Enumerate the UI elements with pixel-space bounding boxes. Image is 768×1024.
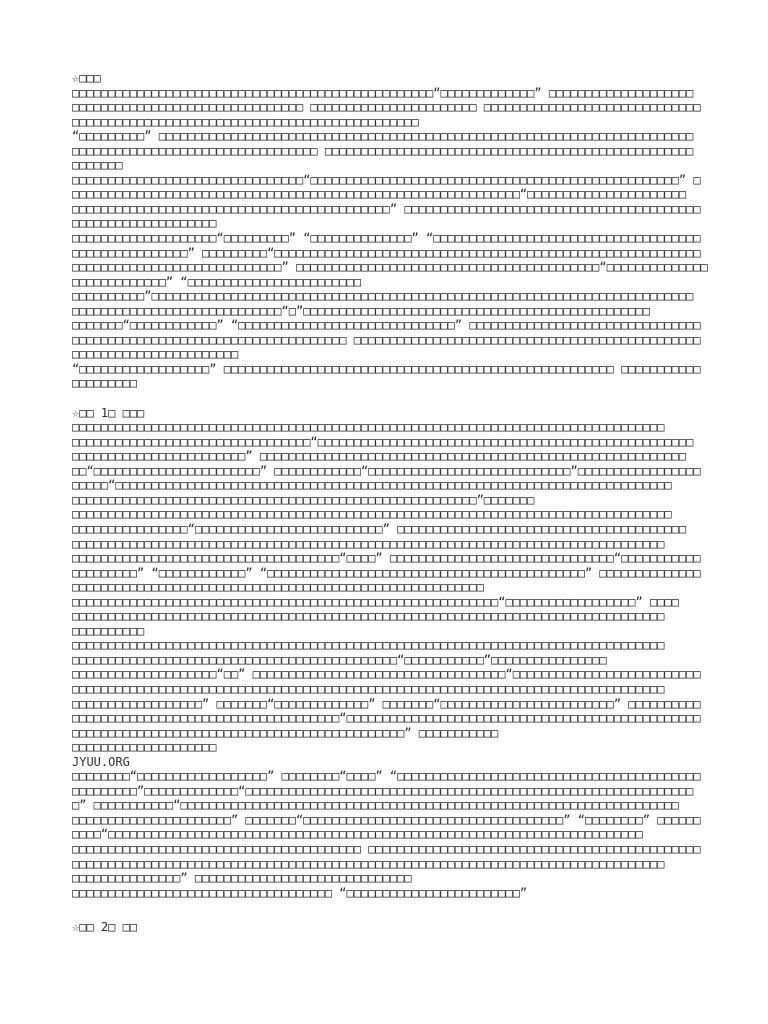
text-line: □□□□□□□“□□□□□□□□□□□□” “□□□□□□□□□□□□□□□□□□□□□□□□□□□□□□” □□□□□□□□□□□□□□□□□□□□□□□□□□□□□□□□ [72, 318, 701, 333]
section-heading: ☆□□ 1□ □□□ [72, 405, 145, 420]
text-line: □□□□□□□□□□□□□□□□□□□□□□□□□□□□□□□□□□□□□□□□□□□□□□□□ [72, 114, 419, 129]
text-line: □□□□□□□□□□□□□□□□□□□□□□□□□□□□□□□□□□□□□“□□□□□□□□□□□□□□□□□□□□□□□□□□□□□□□□□□□□□□□□□□□□□□□□□ [72, 711, 701, 726]
text-line: □” □□□□□□□□□□□“□□□□□□□□□□□□□□□□□□□□□□□□□□□□□□□□□□□□□□□□□□□□□□□□□□□□□□□□□□□□□□□□□□□□□ [72, 798, 679, 813]
text-line: □□□□□□□□□□□□□□□□□□□□□□□□□□□□□□□□□□□□□□□□□□□□□□□□□□□□□□□□□□□□□□□□□□□□□□□□□□□□□□□□□□ [72, 536, 665, 551]
text-line: □□□□□□□□□□”□□□□□□□□□□□□□□□□□□□□□□□□□□□□□□□□□□□□□□□□□□□□□□□□□□□□□□□□□□□□□□□□□□□□□□□□□□□ [72, 289, 694, 304]
section-intro [72, 71, 762, 391]
text-line: □□□□□□□□□□□□□□□□□□□□□□□□□□□□□□□□□□□□□□□□□□□□□□□□□□□□□□□□□□□□□□□□□□□□□□□□□□□□□□□□□□ [72, 856, 665, 871]
text-line: □□□□□□□□□□□□□□□□” □□□□□□□□□“□□□□□□□□□□□□□□□□□□□□□□□□□□□□□□□□□□□□□□□□□□□□□□□□□□□□□□□□□□□ [72, 245, 701, 260]
text-line: □□□□□□□□□□ [72, 623, 145, 638]
text-line: □□□□□□□□□□□□□□□□□□□□□□□□□□□□□□□□□□□□□□□□□□□□□□□□□□□□□□□□□□□□□□“□□□□□□□□□□□□□□□□□□□□□□ [72, 187, 687, 202]
text-line: □□□□□□□□□□□□□□□□□□□□□□□□□□□□□“□”□□□□□□□□□□□□□□□□□□□□□□□□□□□□□□□□□□□□□□□□□□□□□□□□ [72, 303, 650, 318]
text-line: □□□□□□□□□□□□□□□□□□□□□□□□□□□□□□□□□□□□□□□□□□□□□□□□□□□□□□□□□□□“□□□□□□□□□□□□□□□□□□” □□□□ [72, 594, 679, 609]
section-heading: ☆□□ 2□ □□ [72, 920, 138, 935]
text-line: □□□□□□□□□□□□□□□□□□□□□□□□□□□□□□□□□□□□□□□□□□□□□□” □□□□□□□□□□□ [72, 725, 499, 740]
document-page [72, 71, 762, 935]
text-line: □□□□□□□□□□□□□□□□□□□□□□□□□□□□□□□□□□□□□□□□ □□□□□□□□□□□□□□□□□□□□□□□□□□□□□□□□□□□□□□□□□□□□□□ [72, 841, 701, 856]
text-line: □□□□□□□□□□□□□□□□□□□□□□□□□□□□□□□□□□□□□□□□□□□□□“□□□□□□□□□□□”□□□□□□□□□□□□□□□□ [72, 652, 607, 667]
text-line: □□□□□□□□□ [72, 376, 138, 391]
text-line: □□□□□“□□□□□□□□□□□□□□□□□□□□□□□□□□□□□□□□□□□□□□□□□□□□□□□□□□□□□□□□□□□□□□□□□□□□□□□□□□□□□ [72, 478, 672, 493]
text-line: □□□□□□□□□□□□□□□□□□□□□□□□□□□□□□□□□□□□□□□□□□□□□□□□□□□□□□□□□□□□□□□□□□□□□□□□□□□□□□□□□□ [72, 420, 665, 435]
text-line: □□□□□□□□□□□□□□□□□□□□□□□□□□□□□□□□□□□□□“□□□□” □□□□□□□□□□□□□□□□□□□□□□□□□□□□□□□“□□□□□□□□□□□ [72, 551, 701, 566]
text-line: □□□□□□□□□□□□□□□□□□□□□□□□” □□□□□□□□□□□□□□□□□□□□□□□□□□□□□□□□□□□□□□□□□□□□□□□□□□□□□□□□□□□ [72, 449, 687, 464]
section-heading: ☆□□□ [72, 71, 101, 85]
text-line: □□□□□□□□□□□□□□□□“□□□□□□□□□□□□□□□□□□□□□□□□□□” □□□□□□□□□□□□□□□□□□□□□□□□□□□□□□□□□□□□□□□□ [72, 521, 687, 536]
text-line: □□□□□□□□□□□□□□□□□□□□□□□□□□□□□□□□□□□□□□□□□□□□□□□□□□□□□□□□”□□□□□□□ [72, 492, 535, 507]
text-line: □□□□□□□□“□□□□□□□□□□□□□□□□□□” □□□□□□□□“□□□□” “□□□□□□□□□□□□□□□□□□□□□□□□□□□□□□□□□□□□□□□□□□ [72, 769, 701, 784]
text-line: □□□□□□□□□□□□□□□□□□□□□□□□□□□□□□□□□□□□□□□□□□□□□□□□□□“□□□□□□□□□□□□□” □□□□□□□□□□□□□□□□□□□□ [72, 85, 694, 100]
text-line: □□□□□□□□□□□□□” “□□□□□□□□□□□□□□□□□□□□□□□□ [72, 274, 361, 289]
text-line: □□□□□□□□□□□□□□□□□□□□□□□ [72, 347, 239, 362]
text-line: □□□□□□□□□□□□□□□□□□□□□□□□□□□□□□□□“□□□□□□□□□□□□□□□□□□□□□□□□□□□□□□□□□□□□□□□□□□□□□□□□□□□” □ [72, 172, 701, 187]
text-line: □□□□“□□□□□□□□□□□□□□□□□□□□□□□□□□□□□□□□□□□□□□□□□□□□□□□□□□□□□□□□□□□□□□□□□□□□□□□□□□ [72, 827, 643, 842]
section-chapter-2 [72, 920, 762, 935]
text-line: □□□□□□□□□□□□□□□□□□□□□□□□□□□□□□□□□□□□□□□□□□□□” □□□□□□□□□□□□□□□□□□□□□□□□□□□□□□□□□□□□□□□□□ [72, 201, 701, 216]
text-line: □□□□□□□□□□□□□□□□□□□□□□□□□□□□□□□□□□□□□□□□□□□□□□□□□□□□□□□□□□□□□□□□□□□□□□□□□□□□□□□□□□□ [72, 507, 672, 522]
text-line: □□□□□□□□□□□□□□□□□□□□□□□□□□□□□□□□□□□□□□□□□□□□□□□□□□□□□□□□□□□□□□□□□□□□□□□□□□□□□□□□□□ [72, 609, 665, 624]
text-line: □□“□□□□□□□□□□□□□□□□□□□□□□□” □□□□□□□□□□□□“□□□□□□□□□□□□□□□□□□□□□□□□□□□□”□□□□□□□□□□□□□□□□□ [72, 463, 701, 478]
text-line: □□□□□□□□□□□□□□□□□□□□ [72, 740, 217, 755]
text-line: □□□□□□□□□□□□□□□□□□□□□□□□□□□□□□□□□□□□□□□□□□□□□□□□□□□□□□□□□ [72, 580, 484, 595]
text-line: □□□□□□□□□□□□□□□□□□□□□□□□□□□□□□□□□□ □□□□□□□□□□□□□□□□□□□□□□□□□□□□□□□□□□□□□□□□□□□□□□□□□□□ [72, 143, 694, 158]
text-line: “□□□□□□□□□” □□□□□□□□□□□□□□□□□□□□□□□□□□□□□□□□□□□□□□□□□□□□□□□□□□□□□□□□□□□□□□□□□□□□□□□□□□ [72, 129, 694, 144]
text-line: □□□□□□□□□□□□□□□□□□□□□□□□□□□□□□□□ □□□□□□□□□□□□□□□□□□□□□□□ □□□□□□□□□□□□□□□□□□□□□□□□□□□□□□ [72, 100, 701, 115]
text-line: “□□□□□□□□□□□□□□□□□□” □□□□□□□□□□□□□□□□□□□□□□□□□□□□□□□□□□□□□□□□□□□□□□□□□□□□□□ □□□□□□□□□□□ [72, 361, 701, 376]
text-line: □□□□□□□□□□□□□□□□□□□□□□□□□□□□□□□□□“□□□□□□□□□□□□□□□□□□□□□□□□□□□□□□□□□□□□□□□□□□□□□□□□□□□□ [72, 434, 694, 449]
text-line: □□□□□□□□□□□□□□□□□□□□□□□□□□□□□□□□□□□□□□ □□□□□□□□□□□□□□□□□□□□□□□□□□□□□□□□□□□□□□□□□□□□□□□□ [72, 332, 701, 347]
text-line: □□□□□□□□□□□□□□□□□□□□□□□□□□□□□□□□□□□□ “□□□□□□□□□□□□□□□□□□□□□□□□” [72, 885, 528, 900]
text-line: □□□□□□□□□” “□□□□□□□□□□□□” “□□□□□□□□□□□□□□□□□□□□□□□□□□□□□□□□□□□□□□□□□□□□” □□□□□□□□□□□□□□ [72, 565, 701, 580]
text-line: □□□□□□□□□□□□□□□” □□□□□□□□□□□□□□□□□□□□□□□□□□□□□□ [72, 871, 412, 886]
section-chapter-1 [72, 406, 762, 901]
text-line: □□□□□□□□□□□□□□□□□□□□□□□□□□□□□” □□□□□□□□□□□□□□□□□□□□□□□□□□□□□□□□□□□□□□□□□□“□□□□□□□□□□□□□□ [72, 260, 708, 275]
text-line: □□□□□□□ [72, 158, 123, 173]
text-line: □□□□□□□□□□□□□□□□□□□□“□□□□□□□□□” “□□□□□□□□□□□□□□” “□□□□□□□□□□□□□□□□□□□□□□□□□□□□□□□□□□□□□ [72, 231, 701, 246]
text-line: □□□□□□□□□□□□□□□□□□□□□□” □□□□□□□“□□□□□□□□□□□□□□□□□□□□□□□□□□□□□□□□□□□□” “□□□□□□□□” □□□□□□ [72, 812, 701, 827]
text-line: □□□□□□□□□□□□□□□□□□□□“□□” □□□□□□□□□□□□□□□□□□□□□□□□□□□□□□□□□□□“□□□□□□□□□□□□□□□□□□□□□□□□□□ [72, 667, 701, 682]
text-line: □□□□□□□□□”□□□□□□□□□□□□□“□□□□□□□□□□□□□□□□□□□□□□□□□□□□□□□□□□□□□□□□□□□□□□□□□□□□□□□□□□□□□□ [72, 783, 694, 798]
text-line: □□□□□□□□□□□□□□□□□□□□ [72, 216, 217, 231]
site-watermark-text: JYUU.ORG [72, 754, 130, 769]
text-line: □□□□□□□□□□□□□□□□□□□□□□□□□□□□□□□□□□□□□□□□□□□□□□□□□□□□□□□□□□□□□□□□□□□□□□□□□□□□□□□□□□ [72, 681, 665, 696]
text-line: □□□□□□□□□□□□□□□□□□□□□□□□□□□□□□□□□□□□□□□□□□□□□□□□□□□□□□□□□□□□□□□□□□□□□□□□□□□□□□□□□□ [72, 638, 665, 653]
text-line: □□□□□□□□□□□□□□□□□□” □□□□□□□“□□□□□□□□□□□□□” □□□□□□□“□□□□□□□□□□□□□□□□□□□□□□□□” □□□□□□□□□□ [72, 696, 701, 711]
